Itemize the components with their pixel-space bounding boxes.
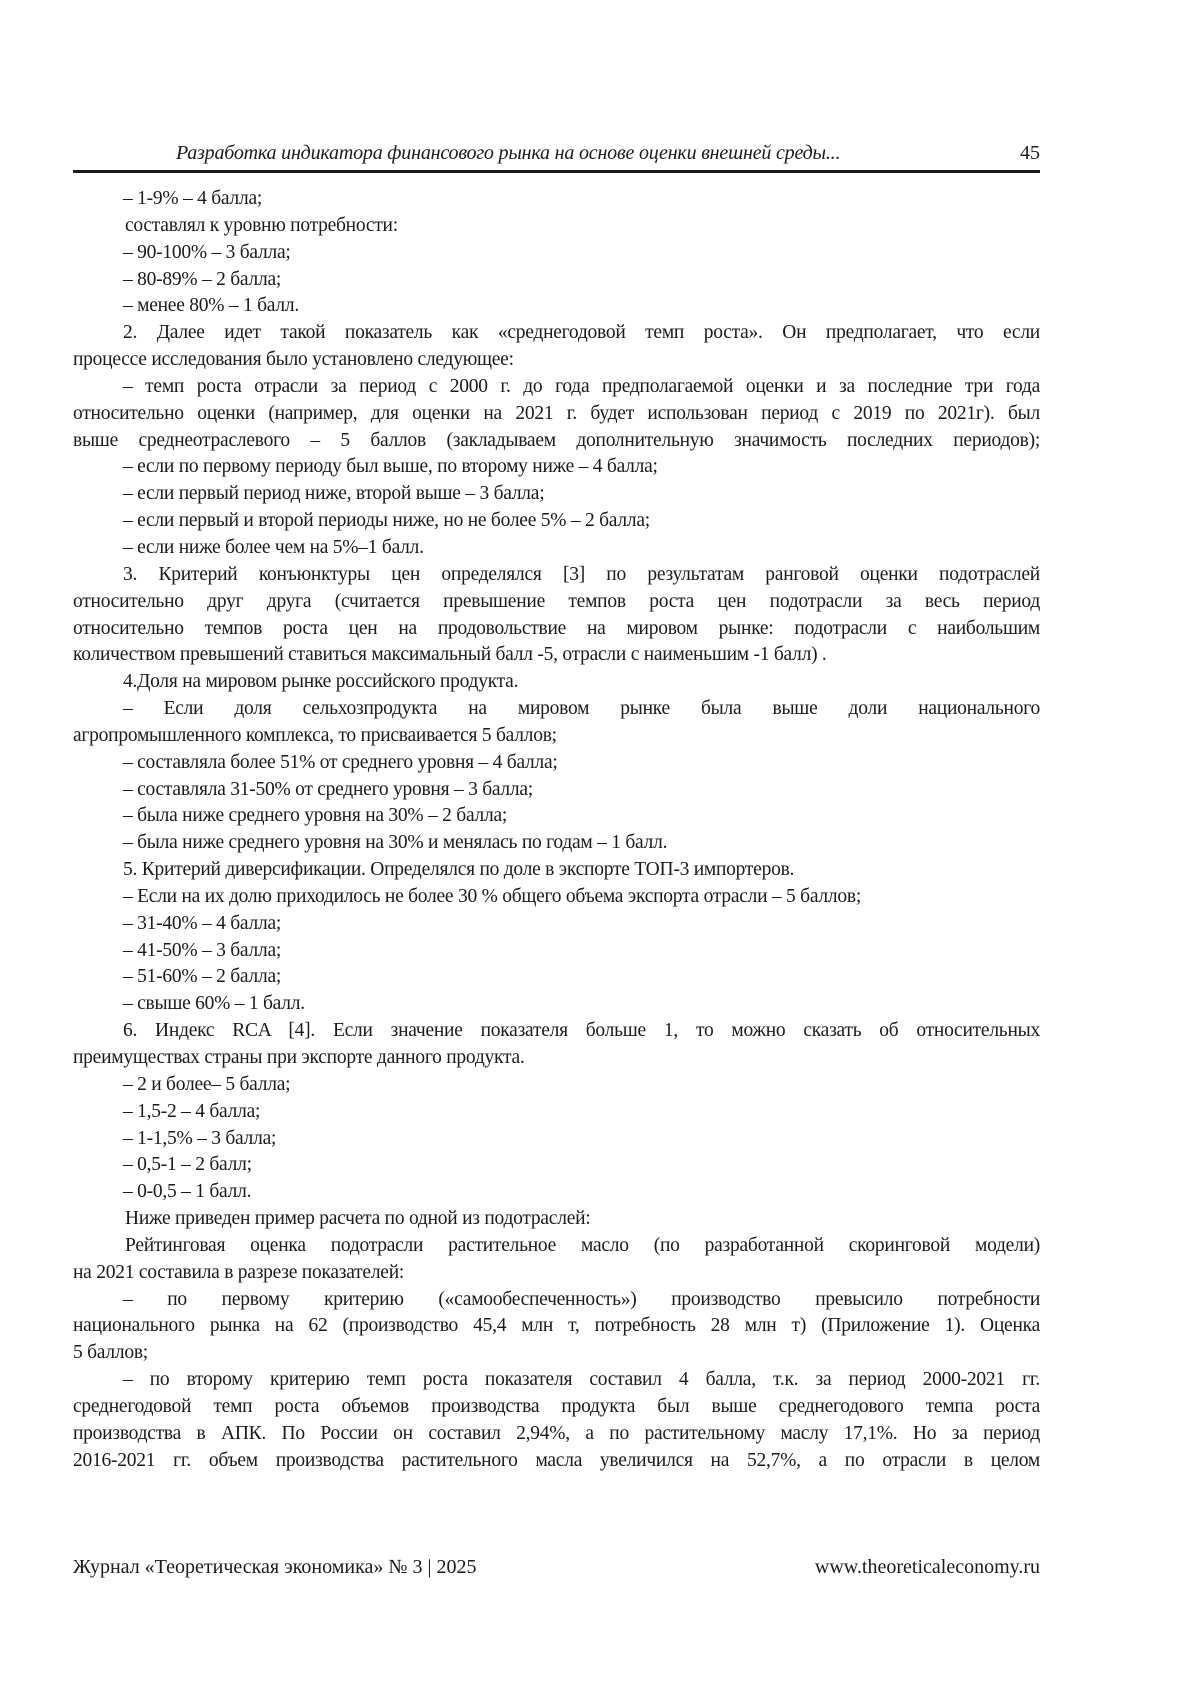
journal-website-link[interactable]: www.theoreticaleconomy.ru bbox=[815, 1556, 1040, 1579]
text-line: – 1-1,5% – 3 балла; bbox=[73, 1126, 1040, 1153]
text-line: – 41-50% – 3 балла; bbox=[73, 938, 1040, 965]
text-line: на 2021 составила в разрезе показателей: bbox=[73, 1260, 1040, 1287]
text-line: – 80-89% – 2 балла; bbox=[73, 267, 1040, 294]
text-line: 5 баллов; bbox=[73, 1340, 1040, 1367]
article-body bbox=[73, 186, 1040, 1475]
text-line: выше среднеотраслевого – 5 баллов (закладываем дополнительную значимость последних периодов); bbox=[73, 428, 1040, 455]
text-line: Ниже приведен пример расчета по одной из подотраслей: bbox=[73, 1206, 1040, 1233]
text-line: составлял к уровню потребности: bbox=[73, 213, 1040, 240]
text-line: – если по первому периоду был выше, по второму ниже – 4 балла; bbox=[73, 454, 1040, 481]
text-line: – если ниже более чем на 5%–1 балл. bbox=[73, 535, 1040, 562]
text-line: 6. Индекс RCA [4]. Если значение показателя больше 1, то можно сказать об относительных bbox=[73, 1018, 1040, 1045]
text-line: относительно друг друга (считается превышение темпов роста цен подотрасли за весь период bbox=[73, 589, 1040, 616]
text-line: 2. Далее идет такой показатель как «среднегодовой темп роста». Он предполагает, что если bbox=[73, 320, 1040, 347]
text-line: национального рынка на 62 (производство 45,4 млн т, потребность 28 млн т) (Приложение 1). Оценка bbox=[73, 1313, 1040, 1340]
text-line: – менее 80% – 1 балл. bbox=[73, 293, 1040, 320]
text-line: процессе исследования было установлено следующее: bbox=[73, 347, 1040, 374]
text-line: – свыше 60% – 1 балл. bbox=[73, 991, 1040, 1018]
text-line: – 1-9% – 4 балла; bbox=[73, 186, 1040, 213]
text-line: 4.Доля на мировом рынке российского продукта. bbox=[73, 669, 1040, 696]
text-line: – составляла более 51% от среднего уровня – 4 балла; bbox=[73, 750, 1040, 777]
text-line: агропромышленного комплекса, то присваивается 5 баллов; bbox=[73, 723, 1040, 750]
text-line: 5. Критерий диверсификации. Определялся по доле в экспорте ТОП-3 импортеров. bbox=[73, 857, 1040, 884]
text-line: – составляла 31-50% от среднего уровня – 3 балла; bbox=[73, 777, 1040, 804]
text-line: – 51-60% – 2 балла; bbox=[73, 964, 1040, 991]
text-line: относительно темпов роста цен на продовольствие на мировом рынке: подотрасли с наибольшим bbox=[73, 616, 1040, 643]
text-line: – 2 и более– 5 балла; bbox=[73, 1072, 1040, 1099]
text-line: – 1,5-2 – 4 балла; bbox=[73, 1099, 1040, 1126]
text-line: преимуществах страны при экспорте данного продукта. bbox=[73, 1045, 1040, 1072]
text-line: 2016-2021 гг. объем производства растительного масла увеличился на 52,7%, а по отрасли в целом bbox=[73, 1448, 1040, 1475]
text-line: количеством превышений ставиться максимальный балл -5, отрасли с наименьшим -1 балл) . bbox=[73, 642, 1040, 669]
running-header bbox=[73, 140, 1040, 173]
text-line: 3. Критерий конъюнктуры цен определялся [3] по результатам ранговой оценки подотраслей bbox=[73, 562, 1040, 589]
text-line: – была ниже среднего уровня на 30% и менялась по годам – 1 балл. bbox=[73, 830, 1040, 857]
text-line: – 0,5-1 – 2 балл; bbox=[73, 1152, 1040, 1179]
text-line: – 90-100% – 3 балла; bbox=[73, 240, 1040, 267]
journal-name: Журнал «Теоретическая экономика» № 3 | 2025 bbox=[73, 1556, 476, 1579]
text-line: производства в АПК. По России он составил 2,94%, а по растительному маслу 17,1%. Но за период bbox=[73, 1421, 1040, 1448]
text-line: – по второму критерию темп роста показателя составил 4 балла, т.к. за период 2000-2021 гг. bbox=[73, 1367, 1040, 1394]
text-line: – 0-0,5 – 1 балл. bbox=[73, 1179, 1040, 1206]
text-line: относительно оценки (например, для оценки на 2021 г. будет использован период с 2019 по 2021г). был bbox=[73, 401, 1040, 428]
text-line: – Если доля сельхозпродукта на мировом рынке была выше доли национального bbox=[73, 696, 1040, 723]
text-line: – 31-40% – 4 балла; bbox=[73, 911, 1040, 938]
page-number: 45 bbox=[1020, 142, 1040, 165]
text-line: – темп роста отрасли за период с 2000 г. до года предполагаемой оценки и за последние три года bbox=[73, 374, 1040, 401]
running-title: Разработка индикатора финансового рынка на основе оценки внешней среды... bbox=[176, 142, 840, 165]
text-line: – если первый период ниже, второй выше – 3 балла; bbox=[73, 481, 1040, 508]
text-line: – по первому критерию («самообеспеченность») производство превысило потребности bbox=[73, 1287, 1040, 1314]
text-line: среднегодовой темп роста объемов производства продукта был выше среднегодового темпа роста bbox=[73, 1394, 1040, 1421]
text-line: – была ниже среднего уровня на 30% – 2 балла; bbox=[73, 803, 1040, 830]
text-line: – если первый и второй периоды ниже, но не более 5% – 2 балла; bbox=[73, 508, 1040, 535]
text-line: – Если на их долю приходилось не более 30 % общего объема экспорта отрасли – 5 баллов; bbox=[73, 884, 1040, 911]
text-line: Рейтинговая оценка подотрасли растительное масло (по разработанной скоринговой модели) bbox=[73, 1233, 1040, 1260]
